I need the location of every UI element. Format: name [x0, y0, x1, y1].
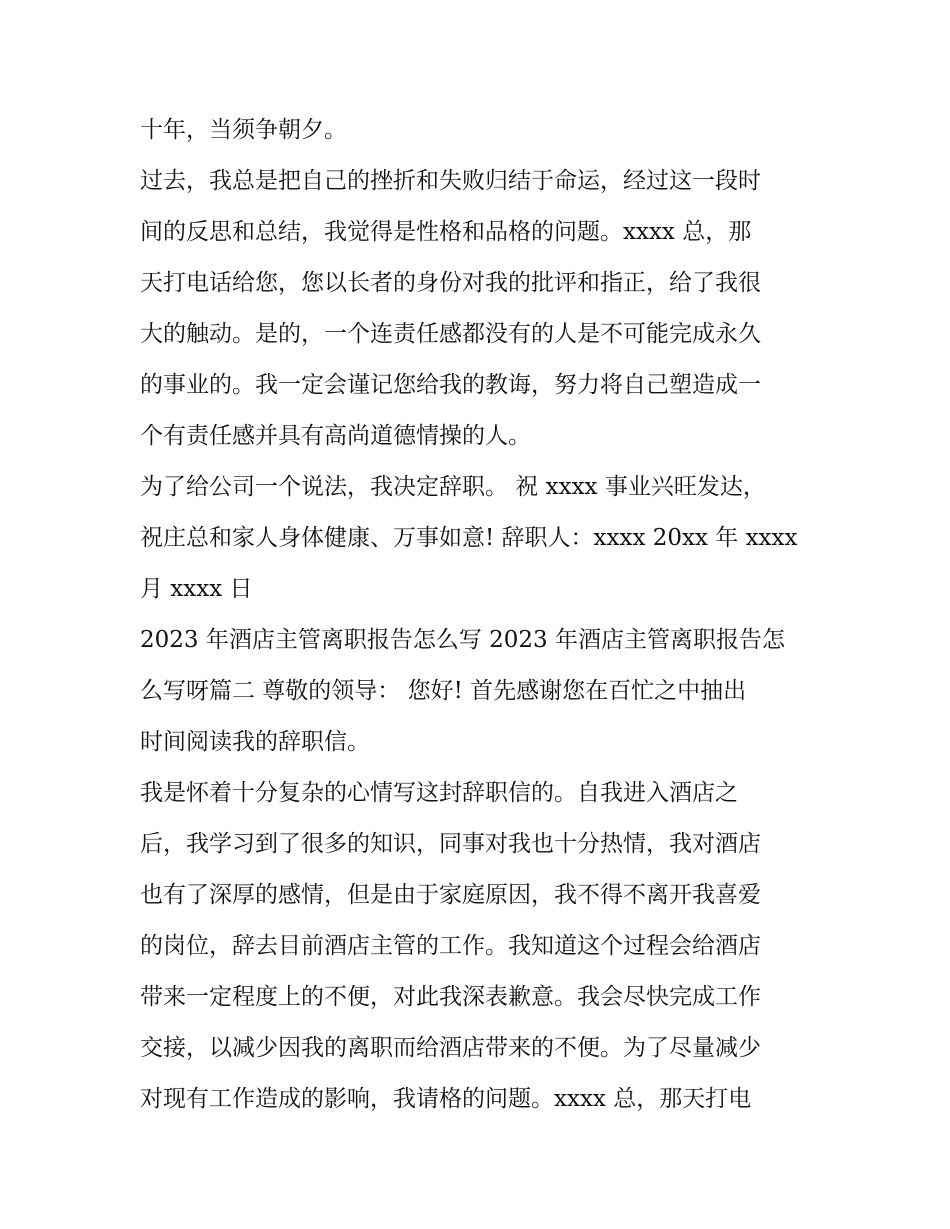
text-line: 祝庄总和家人身体健康、万事如意! 辞职人：xxxx 20xx 年 xxxx	[140, 525, 798, 551]
text-line: 交接，以减少因我的离职而给酒店带来的不便。为了尽量减少	[140, 1035, 761, 1061]
text-line: 也有了深厚的感情，但是由于家庭原因，我不得不离开我喜爱	[140, 882, 761, 908]
text-line: 时间阅读我的辞职信。	[140, 729, 370, 755]
text-line: 月 xxxx 日	[140, 576, 253, 602]
document-body	[140, 105, 820, 1125]
text-line: 2023 年酒店主管离职报告怎么写 2023 年酒店主管离职报告怎	[140, 627, 785, 653]
text-line: 十年，当须争朝夕。	[140, 117, 347, 143]
text-line: 间的反思和总结，我觉得是性格和品格的问题。xxxx 总，那	[140, 219, 752, 245]
text-line: 后，我学习到了很多的知识，同事对我也十分热情，我对酒店	[140, 831, 761, 857]
text-line: 为了给公司一个说法，我决定辞职。 祝 xxxx 事业兴旺发达，	[140, 474, 766, 500]
text-line: 么写呀篇二 尊敬的领导： 您好! 首先感谢您在百忙之中抽出	[140, 678, 747, 704]
text-line: 个有责任感并具有高尚道德情操的人。	[140, 423, 531, 449]
text-line: 我是怀着十分复杂的心情写这封辞职信的。自我进入酒店之	[140, 780, 738, 806]
text-line: 过去，我总是把自己的挫折和失败归结于命运，经过这一段时	[140, 168, 761, 194]
text-line: 天打电话给您，您以长者的身份对我的批评和指正，给了我很	[140, 270, 761, 296]
text-line: 对现有工作造成的影响，我请格的问题。xxxx 总，那天打电	[140, 1086, 752, 1112]
text-line: 的岗位，辞去目前酒店主管的工作。我知道这个过程会给酒店	[140, 933, 761, 959]
text-line: 带来一定程度上的不便，对此我深表歉意。我会尽快完成工作	[140, 984, 761, 1010]
text-line: 大的触动。是的，一个连责任感都没有的人是不可能完成永久	[140, 321, 761, 347]
text-line: 的事业的。我一定会谨记您给我的教诲，努力将自己塑造成一	[140, 372, 761, 398]
